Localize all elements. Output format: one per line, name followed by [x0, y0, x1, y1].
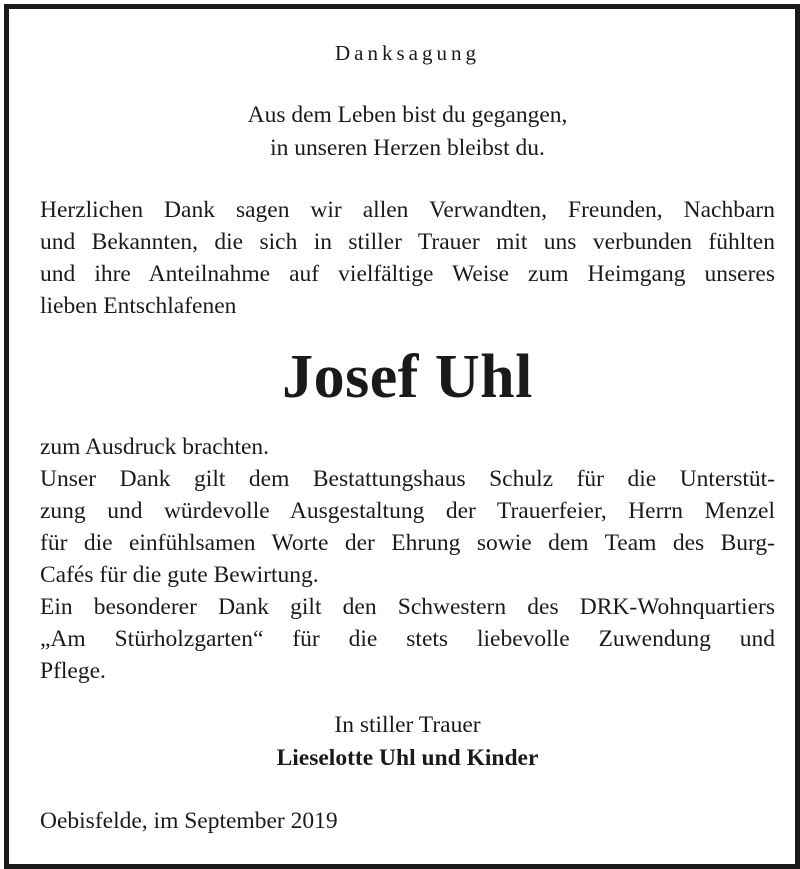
signer-names: Lieselotte Uhl und Kinder	[276, 745, 539, 771]
poem	[40, 99, 775, 165]
poem-line: Aus dem Leben bist du gegangen,	[247, 102, 568, 128]
notice-title: Danksagung	[335, 41, 480, 65]
paragraph-line: Ein besonderer Dank gilt den Schwestern des DRK-Wohnquartiers	[40, 594, 775, 620]
paragraph-line: für die einfühlsamen Worte der Ehrung sowie dem Team des Burg-	[40, 530, 775, 556]
paragraph-line: zung und würdevolle Ausgestaltung der Trauerfeier, Herrn Menzel	[40, 498, 775, 524]
paragraph-line: Herzlichen Dank sagen wir allen Verwandten, Freunden, Nachbarn	[40, 197, 775, 223]
closing-block	[40, 709, 775, 775]
acknowledgement-paragraph	[40, 431, 775, 687]
paragraph-line: Pflege.	[40, 658, 106, 684]
deceased-name: Josef Uhl	[282, 343, 533, 411]
paragraph-line: und ihre Anteilnahme auf vielfältige Weise zum Heimgang unseres	[40, 261, 775, 287]
notice-frame	[4, 4, 800, 869]
closing-phrase: In stiller Trauer	[334, 712, 481, 738]
paragraph-line: und Bekannten, die sich in stiller Trauer mit uns verbunden fühlten	[40, 229, 775, 255]
paragraph-line: Unser Dank gilt dem Bestattungshaus Schulz für die Unterstüt-	[40, 466, 775, 492]
paragraph-line: Cafés für die gute Bewirtung.	[40, 562, 319, 588]
place-date: Oebisfelde, im September 2019	[40, 808, 338, 834]
paragraph-line: zum Ausdruck brachten.	[40, 434, 270, 460]
paragraph-line: lieben Entschlafenen	[40, 293, 237, 319]
poem-line: in unseren Herzen bleibst du.	[270, 135, 545, 161]
thanks-paragraph	[40, 194, 775, 322]
paragraph-line: „Am Stürholzgarten“ für die stets liebevolle Zuwendung und	[40, 626, 775, 652]
